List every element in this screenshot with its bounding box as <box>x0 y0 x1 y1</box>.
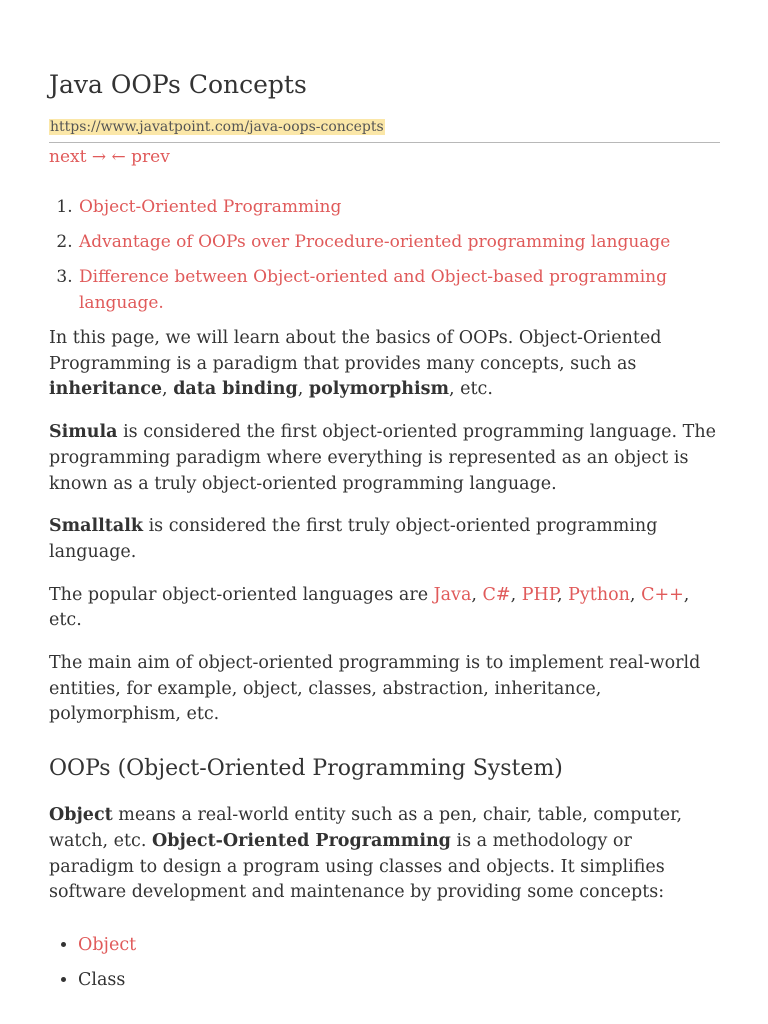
section-heading: OOPs (Object-Oriented Programming System) <box>49 756 563 782</box>
popular-lead: The popular object-oriented languages are <box>49 584 434 605</box>
smalltalk-paragraph <box>49 514 720 565</box>
toc-item <box>78 264 720 316</box>
language-link-csharp[interactable]: C# <box>482 584 511 605</box>
simula-text: is considered the first object-oriented programming language. The programming paradigm where everything is represented as an object is known as a truly object-oriented programming language. <box>49 422 716 494</box>
object-text: means a real-world entity such as a pen, chair, table, computer, watch, etc. <box>49 805 683 851</box>
list-item <box>78 932 720 958</box>
toc-link-oop[interactable]: Object-Oriented Programming <box>79 197 342 217</box>
language-sep: , <box>510 584 522 605</box>
term-object: Object <box>49 805 113 826</box>
aim-paragraph: The main aim of object-oriented programming is to implement real-world entities, for example, object, classes, abstraction, inheritance, polymorphism, etc. <box>49 653 701 725</box>
language-link-java[interactable]: Java <box>433 584 472 605</box>
next-link[interactable]: next → <box>49 147 107 167</box>
language-link-cpp[interactable]: C++ <box>641 584 684 605</box>
concept-link-object[interactable]: Object <box>78 934 137 955</box>
concept-class: Class <box>78 969 126 990</box>
prev-link[interactable]: ← prev <box>111 147 170 167</box>
language-sep: , <box>557 584 569 605</box>
term-data-binding: data binding <box>173 379 298 400</box>
intro-text: In this page, we will learn about the basics of OOPs. Object-Oriented Programming is a paradigm that provides many concepts, such as <box>49 328 662 374</box>
toc-link-advantage[interactable]: Advantage of OOPs over Procedure-oriented programming language <box>79 232 671 252</box>
pagination-nav <box>49 146 720 168</box>
term-polymorphism: polymorphism <box>308 379 449 400</box>
toc-item <box>78 229 720 255</box>
object-paragraph <box>49 803 720 906</box>
toc-item <box>78 194 720 220</box>
simula-paragraph <box>49 420 720 497</box>
popular-end: , etc. <box>49 584 690 631</box>
page-title: Java OOPs Concepts <box>49 70 307 99</box>
language-link-python[interactable]: Python <box>568 584 630 605</box>
language-sep: , <box>471 584 483 605</box>
intro-sep: , <box>297 379 309 400</box>
smalltalk-text: is considered the first truly object-oriented programming language. <box>49 516 658 562</box>
toc-link-difference[interactable]: Difference between Object-oriented and Object-based programming language. <box>79 267 667 313</box>
intro-sep: , <box>162 379 174 400</box>
term-simula: Simula <box>49 422 118 443</box>
term-oop: Object-Oriented Programming <box>151 830 451 851</box>
source-url-row <box>49 116 720 136</box>
divider <box>49 142 720 143</box>
concepts-list <box>49 932 720 993</box>
source-url[interactable]: https://www.javatpoint.com/java-oops-concepts <box>50 119 384 135</box>
language-sep: , <box>629 584 642 605</box>
term-smalltalk: Smalltalk <box>49 516 143 537</box>
list-item <box>78 967 720 993</box>
intro-end: , etc. <box>449 379 493 400</box>
object-text-2: is a methodology or paradigm to design a program using classes and objects. It simplifies software development and maintenance by providing some concepts: <box>49 830 665 903</box>
language-link-php[interactable]: PHP <box>521 584 557 605</box>
table-of-contents <box>49 194 720 316</box>
intro-paragraph <box>49 326 720 403</box>
term-inheritance: inheritance <box>49 379 163 400</box>
popular-languages-paragraph <box>49 583 720 634</box>
